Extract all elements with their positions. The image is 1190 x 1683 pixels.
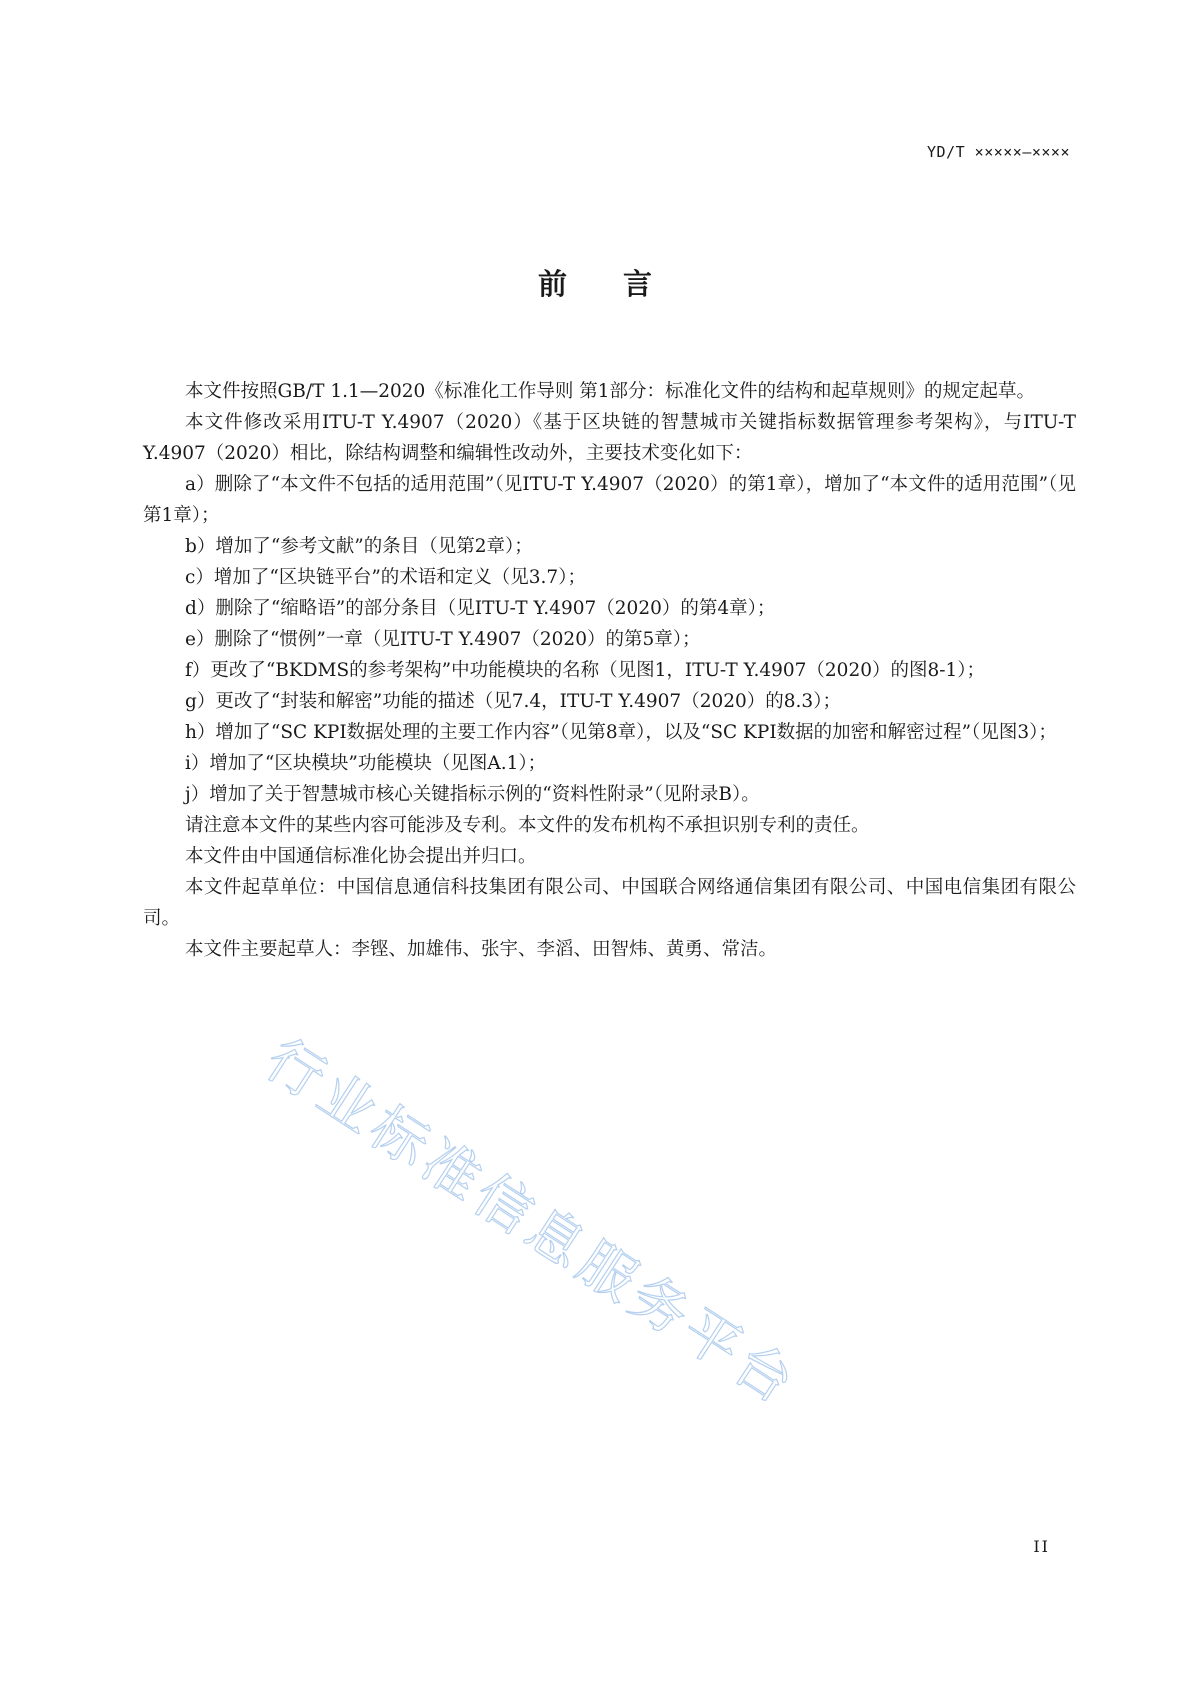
change-item-a: a）删除了“本文件不包括的适用范围”（见ITU-T Y.4907（2020）的第1章），增加了“本文件的适用范围”（见第1章）； <box>143 474 1076 526</box>
change-item-c: c）增加了“区块链平台”的术语和定义（见3.7）； <box>185 567 586 588</box>
paragraph-adoption: 本文件修改采用ITU-T Y.4907（2020）《基于区块链的智慧城市关键指标数据管理参考架构》，与ITU-T Y.4907（2020）相比，除结构调整和编辑性改动外，主要技术变化如下： <box>143 412 1076 464</box>
page-title: 前言 <box>537 267 708 301</box>
foreword-body <box>143 376 1076 965</box>
change-item-e: e）删除了“惯例”一章（见ITU-T Y.4907（2020）的第5章）； <box>185 629 701 650</box>
change-item-h: h）增加了“SC KPI数据处理的主要工作内容”（见第8章），以及“SC KPI数据的加密和解密过程”（见图3）； <box>185 722 1057 743</box>
paragraph-drafting-units: 本文件起草单位：中国信息通信科技集团有限公司、中国联合网络通信集团有限公司、中国电信集团有限公司。 <box>143 877 1076 929</box>
change-item-b: b）增加了“参考文献”的条目（见第2章）； <box>185 536 533 557</box>
paragraph-drafters: 本文件主要起草人：李铿、加雄伟、张宇、李滔、田智炜、黄勇、常洁。 <box>185 939 778 960</box>
change-item-j: j）增加了关于智慧城市核心关键指标示例的“资料性附录”（见附录B）。 <box>185 784 760 805</box>
page-number: II <box>1033 1537 1050 1556</box>
paragraph-patent-notice: 请注意本文件的某些内容可能涉及专利。本文件的发布机构不承担识别专利的责任。 <box>185 815 870 836</box>
change-item-g: g）更改了“封装和解密”功能的描述（见7.4，ITU-T Y.4907（2020）的8.3）； <box>185 691 841 712</box>
change-item-d: d）删除了“缩略语”的部分条目（见ITU-T Y.4907（2020）的第4章）； <box>185 598 776 619</box>
change-item-f: f）更改了“BKDMS的参考架构”中功能模块的名称（见图1，ITU-T Y.4907（2020）的图8-1）； <box>185 660 986 681</box>
watermark: 行业标准信息服务平台 <box>254 1027 810 1420</box>
paragraph-drafting-rules: 本文件按照GB/T 1.1—2020《标准化工作导则 第1部分：标准化文件的结构和起草规则》的规定起草。 <box>185 381 1035 402</box>
change-item-i: i）增加了“区块模块”功能模块（见图A.1）； <box>185 753 547 774</box>
document-code: YD/T ×××××—×××× <box>927 143 1070 161</box>
paragraph-proposer: 本文件由中国通信标准化协会提出并归口。 <box>185 846 537 867</box>
